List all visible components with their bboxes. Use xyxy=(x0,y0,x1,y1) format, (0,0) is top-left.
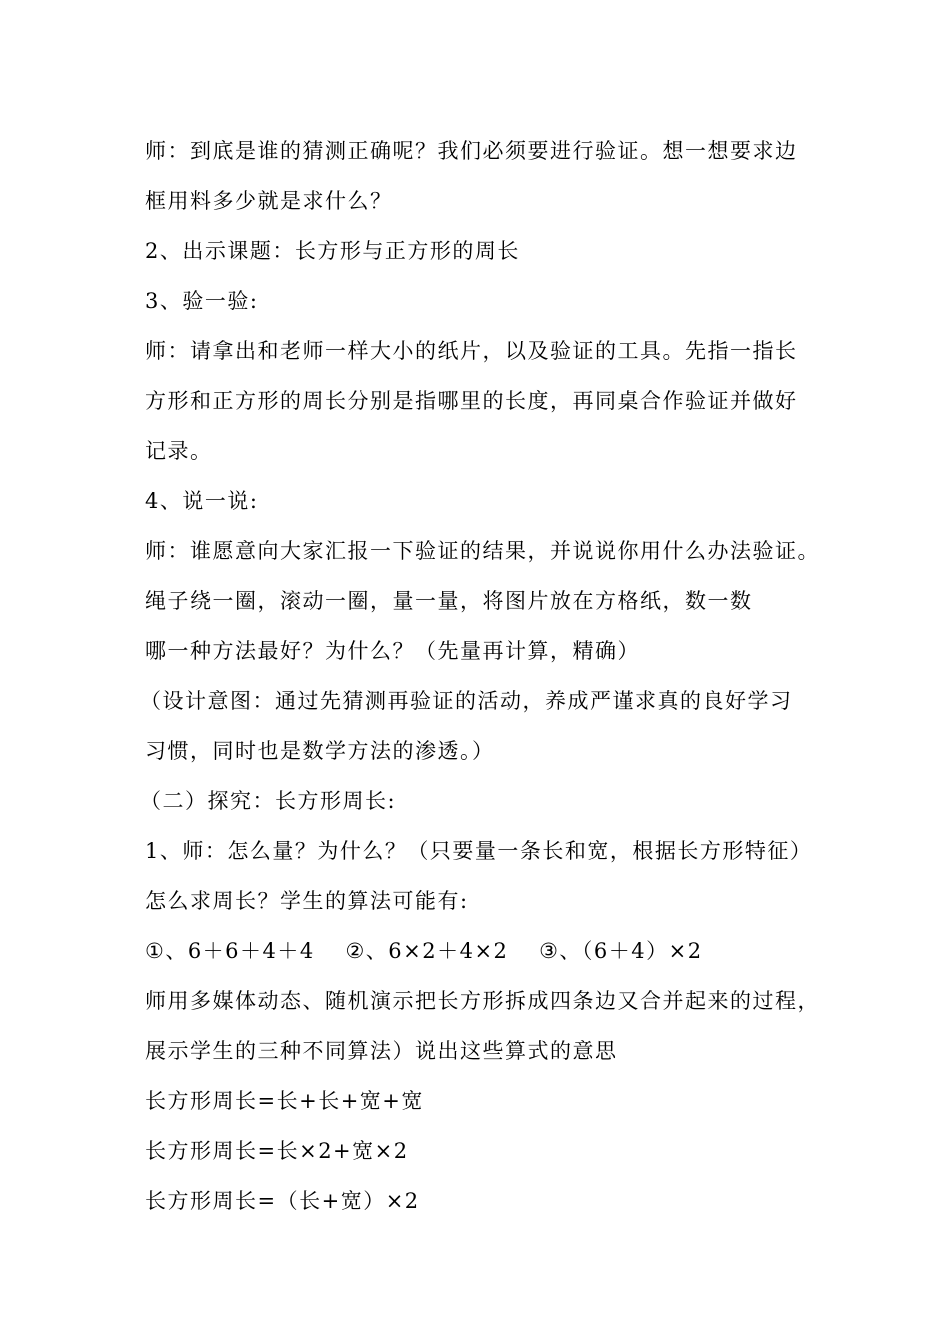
formula-line: 长方形周长=长×2+宽×2 xyxy=(145,1139,409,1163)
text-line: 1、师：怎么量？为什么？（只要量一条长和宽，根据长方形特征） xyxy=(145,839,813,863)
formula-line: 长方形周长=长+长+宽+宽 xyxy=(145,1089,424,1113)
text-line: 哪一种方法最好？为什么？（先量再计算，精确） xyxy=(145,639,640,663)
text-line: 师用多媒体动态、随机演示把长方形拆成四条边又合并起来的过程， xyxy=(145,989,820,1013)
section-heading: （二）探究：长方形周长: xyxy=(140,789,397,813)
text-line: 展示学生的三种不同算法）说出这些算式的意思 xyxy=(145,1039,618,1063)
text-line: 怎么求周长？学生的算法可能有: xyxy=(145,889,469,913)
text-line: 框用料多少就是求什么？ xyxy=(145,189,393,213)
text-line: （设计意图：通过先猜测再验证的活动，养成严谨求真的良好学习 xyxy=(140,689,793,713)
text-line: 4、说一说: xyxy=(145,489,259,513)
formula-line: 长方形周长=（长+宽）×2 xyxy=(145,1189,420,1213)
text-line: 方形和正方形的周长分别是指哪里的长度，再同桌合作验证并做好 xyxy=(145,389,798,413)
text-line: 师：到底是谁的猜测正确呢？我们必须要进行验证。想一想要求边 xyxy=(145,139,798,163)
text-line: 绳子绕一圈，滚动一圈，量一量，将图片放在方格纸，数一数 xyxy=(145,589,753,613)
text-line: 2、出示课题：长方形与正方形的周长 xyxy=(145,239,520,263)
formula-options: ①、6＋6＋4＋4 ②、6×2＋4×2 ③、（6＋4）×2 xyxy=(145,939,703,963)
text-line: 习惯，同时也是数学方法的渗透。） xyxy=(145,739,495,763)
text-line: 3、验一验: xyxy=(145,289,259,313)
text-line: 师：请拿出和老师一样大小的纸片，以及验证的工具。先指一指长 xyxy=(145,339,798,363)
text-line: 记录。 xyxy=(145,439,213,463)
text-line: 师：谁愿意向大家汇报一下验证的结果，并说说你用什么办法验证。 xyxy=(145,539,820,563)
